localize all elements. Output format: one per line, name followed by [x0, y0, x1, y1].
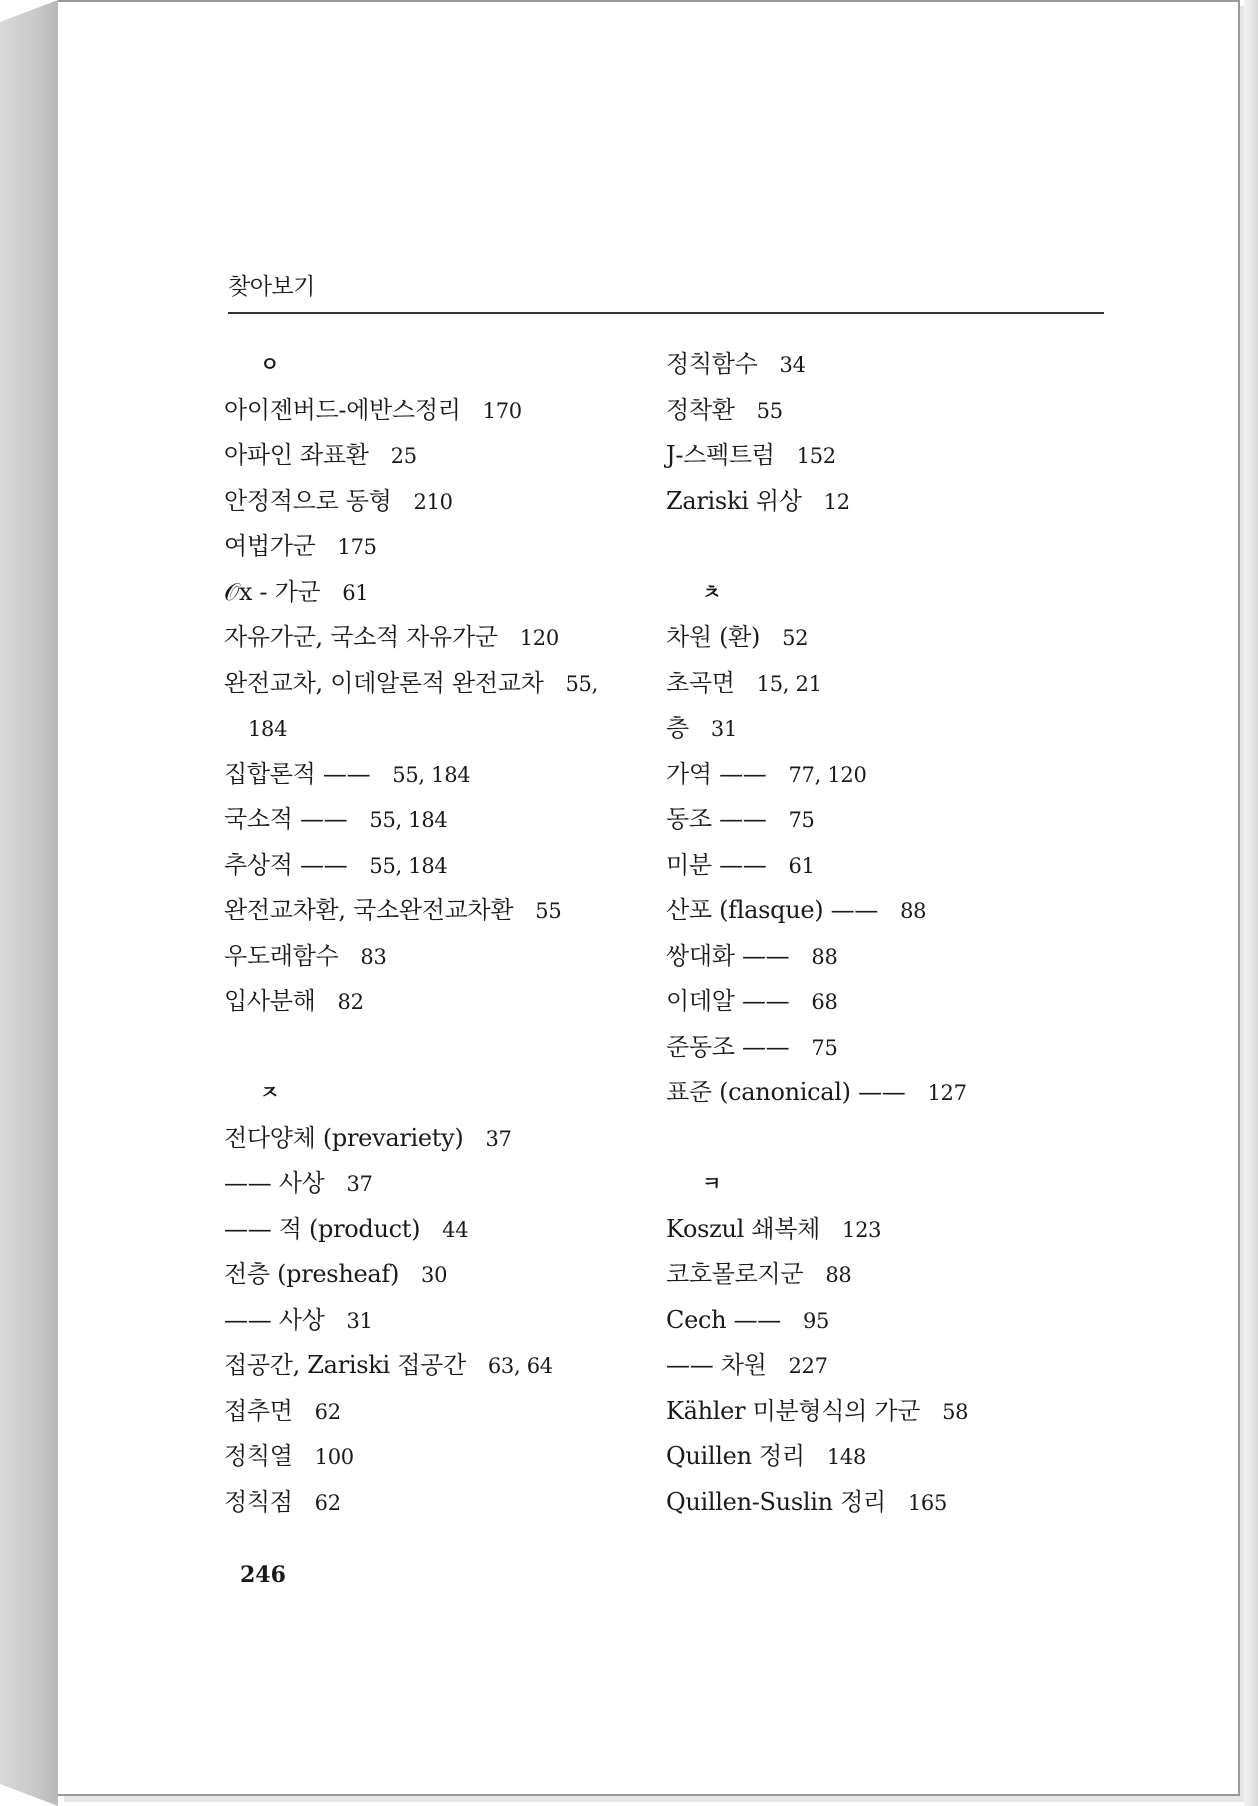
index-entry — [666, 934, 1106, 980]
index-pages: 210 — [413, 489, 453, 514]
index-pages: 37 — [346, 1172, 373, 1196]
header-rule — [228, 312, 1104, 314]
index-entry — [224, 1389, 664, 1435]
index-entry — [666, 342, 1106, 388]
index-term: 입사분해 — [224, 987, 316, 1015]
index-entry — [224, 1343, 664, 1389]
index-spacer — [666, 524, 1106, 570]
index-entry — [224, 661, 664, 707]
index-pages: 30 — [421, 1263, 448, 1287]
index-term: 준동조 —— — [666, 1032, 790, 1061]
index-term: 미분 —— — [666, 850, 767, 879]
index-entry — [224, 1298, 664, 1344]
index-term: 우도래함수 — [224, 941, 339, 970]
index-pages: 120 — [519, 626, 559, 650]
index-term: 정칙열 — [224, 1442, 293, 1470]
index-pages: 62 — [314, 1399, 341, 1424]
index-pages: 88 — [811, 944, 838, 969]
index-term: 동조 —— — [666, 805, 767, 833]
index-entry — [666, 706, 1106, 752]
index-entry — [224, 479, 664, 525]
index-pages: 68 — [811, 990, 838, 1014]
index-pages: 55 — [535, 899, 562, 923]
index-pages: 100 — [314, 1445, 354, 1469]
index-entry — [224, 1480, 664, 1526]
index-pages: 75 — [788, 808, 815, 832]
index-pages: 55 — [756, 398, 783, 423]
index-entry — [666, 752, 1106, 798]
index-pages: 77, 120 — [788, 762, 867, 787]
index-term: 표준 (canonical) —— — [666, 1078, 906, 1106]
index-section-heading: ㅋ — [702, 1171, 722, 1195]
index-entry — [666, 479, 1106, 525]
index-pages: 148 — [826, 1445, 867, 1469]
index-pages: 31 — [346, 1308, 373, 1333]
index-pages: 75 — [811, 1035, 838, 1060]
index-pages: 95 — [803, 1308, 830, 1333]
index-term: 정칙함수 — [666, 350, 758, 378]
index-entry — [224, 888, 664, 934]
index-entry — [224, 1116, 664, 1162]
index-spacer — [666, 1116, 1106, 1162]
index-section-heading: ㅇ — [260, 352, 280, 376]
index-entry — [224, 570, 664, 616]
index-section-heading: ㅈ — [260, 1080, 280, 1104]
index-term: 접공간, Zariski 접공간 — [224, 1351, 466, 1379]
index-entry — [666, 797, 1106, 843]
index-term: 자유가군, 국소적 자유가군 — [224, 623, 498, 651]
index-entry — [666, 661, 1106, 707]
index-entry — [666, 1343, 1106, 1389]
index-entry — [666, 433, 1106, 479]
index-entry — [224, 752, 664, 798]
index-entry — [224, 1161, 664, 1207]
index-pages: 55, 184 — [369, 853, 448, 878]
page-edge — [1244, 0, 1258, 1806]
index-term: —— 사상 — [224, 1169, 325, 1197]
index-pages: 184 — [248, 717, 288, 741]
index-pages: 83 — [360, 944, 387, 969]
index-term: 정칙점 — [224, 1487, 293, 1516]
index-pages: 12 — [823, 489, 850, 514]
index-entry — [224, 979, 664, 1025]
index-term: 전다양체 (prevariety) — [224, 1123, 464, 1152]
index-entry — [666, 1025, 1106, 1071]
index-term: 정착환 — [666, 395, 735, 424]
index-entry — [666, 1070, 1106, 1116]
index-pages: 25 — [390, 444, 417, 468]
index-entry — [224, 843, 664, 889]
index-entry — [224, 615, 664, 661]
index-entry — [666, 388, 1106, 434]
index-pages: 127 — [927, 1081, 967, 1105]
index-column-right — [666, 342, 1106, 1525]
index-entry — [666, 888, 1106, 934]
index-pages: 61 — [342, 580, 369, 605]
index-pages: 123 — [842, 1217, 882, 1242]
index-pages: 58 — [942, 1399, 969, 1424]
index-pages: 175 — [337, 535, 377, 559]
index-pages: 55, 184 — [369, 808, 448, 832]
index-pages: 61 — [788, 853, 815, 878]
index-entry — [666, 1252, 1106, 1298]
index-pages: 55, — [565, 671, 598, 696]
index-entry — [224, 1434, 664, 1480]
index-pages: 63, 64 — [487, 1354, 553, 1378]
index-entry — [666, 843, 1106, 889]
index-term: 층 — [666, 714, 689, 742]
index-column-left — [224, 342, 664, 1525]
index-pages: 37 — [485, 1126, 512, 1151]
index-term: 초곡면 — [666, 668, 735, 697]
book-spine — [0, 0, 58, 1806]
running-head: 찾아보기 — [228, 274, 315, 300]
index-term: 산포 (flasque) —— — [666, 896, 879, 924]
index-pages: 62 — [314, 1490, 341, 1515]
index-term: 전층 (presheaf) — [224, 1260, 400, 1288]
index-term: 접추면 — [224, 1396, 293, 1425]
index-term: 쌍대화 —— — [666, 941, 790, 970]
index-term: 아이젠버드-에반스정리 — [224, 395, 461, 424]
index-term: —— 차원 — [666, 1351, 767, 1379]
index-entry — [666, 979, 1106, 1025]
index-pages: 82 — [337, 990, 364, 1014]
index-pages: 31 — [710, 717, 738, 741]
index-pages: 34 — [779, 353, 806, 377]
index-spacer — [224, 1025, 664, 1071]
index-term: —— 적 (product) — [224, 1214, 421, 1243]
index-entry — [224, 524, 664, 570]
index-term: 국소적 —— — [224, 805, 348, 833]
index-pages: 165 — [907, 1490, 948, 1515]
index-term: J-스펙트럼 — [666, 441, 775, 469]
index-entry — [224, 797, 664, 843]
index-pages: 152 — [796, 444, 836, 468]
index-term: 집합론적 —— — [224, 759, 371, 788]
index-term: 완전교차환, 국소완전교차환 — [224, 896, 514, 924]
index-term: 추상적 —— — [224, 850, 348, 879]
index-term: 가역 —— — [666, 759, 767, 788]
index-entry — [224, 1207, 664, 1253]
index-term: —— 사상 — [224, 1305, 325, 1334]
index-entry — [666, 1298, 1106, 1344]
index-pages: 88 — [825, 1263, 852, 1287]
index-term: 아파인 좌표환 — [224, 441, 369, 469]
index-term: 이데알 —— — [666, 987, 790, 1015]
index-entry — [666, 1480, 1106, 1526]
index-pages: 227 — [788, 1354, 828, 1378]
index-term: 𝒪x - 가군 — [224, 577, 321, 606]
index-pages: 55, 184 — [392, 762, 471, 787]
index-term: 안정적으로 동형 — [224, 486, 392, 515]
index-entry — [224, 433, 664, 479]
index-pages: 88 — [900, 899, 927, 923]
index-entry — [224, 388, 664, 434]
index-entry — [666, 1434, 1106, 1480]
index-term: 코호몰로지군 — [666, 1260, 804, 1288]
index-term: Zariski 위상 — [666, 486, 802, 515]
index-pages: 170 — [482, 398, 522, 423]
index-pages: 52 — [782, 626, 809, 650]
index-term: Koszul 쇄복체 — [666, 1214, 821, 1243]
index-entry — [224, 934, 664, 980]
index-pages: 15, 21 — [756, 671, 822, 696]
index-term: 여법가군 — [224, 532, 316, 560]
index-entry — [666, 1389, 1106, 1435]
index-term: Quillen 정리 — [666, 1442, 805, 1470]
index-entry — [224, 1252, 664, 1298]
index-pages: 44 — [442, 1217, 469, 1242]
index-term: 완전교차, 이데알론적 완전교차 — [224, 668, 544, 697]
index-section-heading: ㅊ — [702, 579, 722, 604]
index-entry — [666, 615, 1106, 661]
index-term: Cech —— — [666, 1305, 781, 1334]
page-number: 246 — [240, 1562, 286, 1588]
index-term: Quillen-Suslin 정리 — [666, 1487, 886, 1516]
index-term: Kähler 미분형식의 가군 — [666, 1396, 921, 1425]
index-entry — [666, 1207, 1106, 1253]
index-term: 차원 (환) — [666, 623, 761, 651]
index-entry — [224, 706, 664, 752]
